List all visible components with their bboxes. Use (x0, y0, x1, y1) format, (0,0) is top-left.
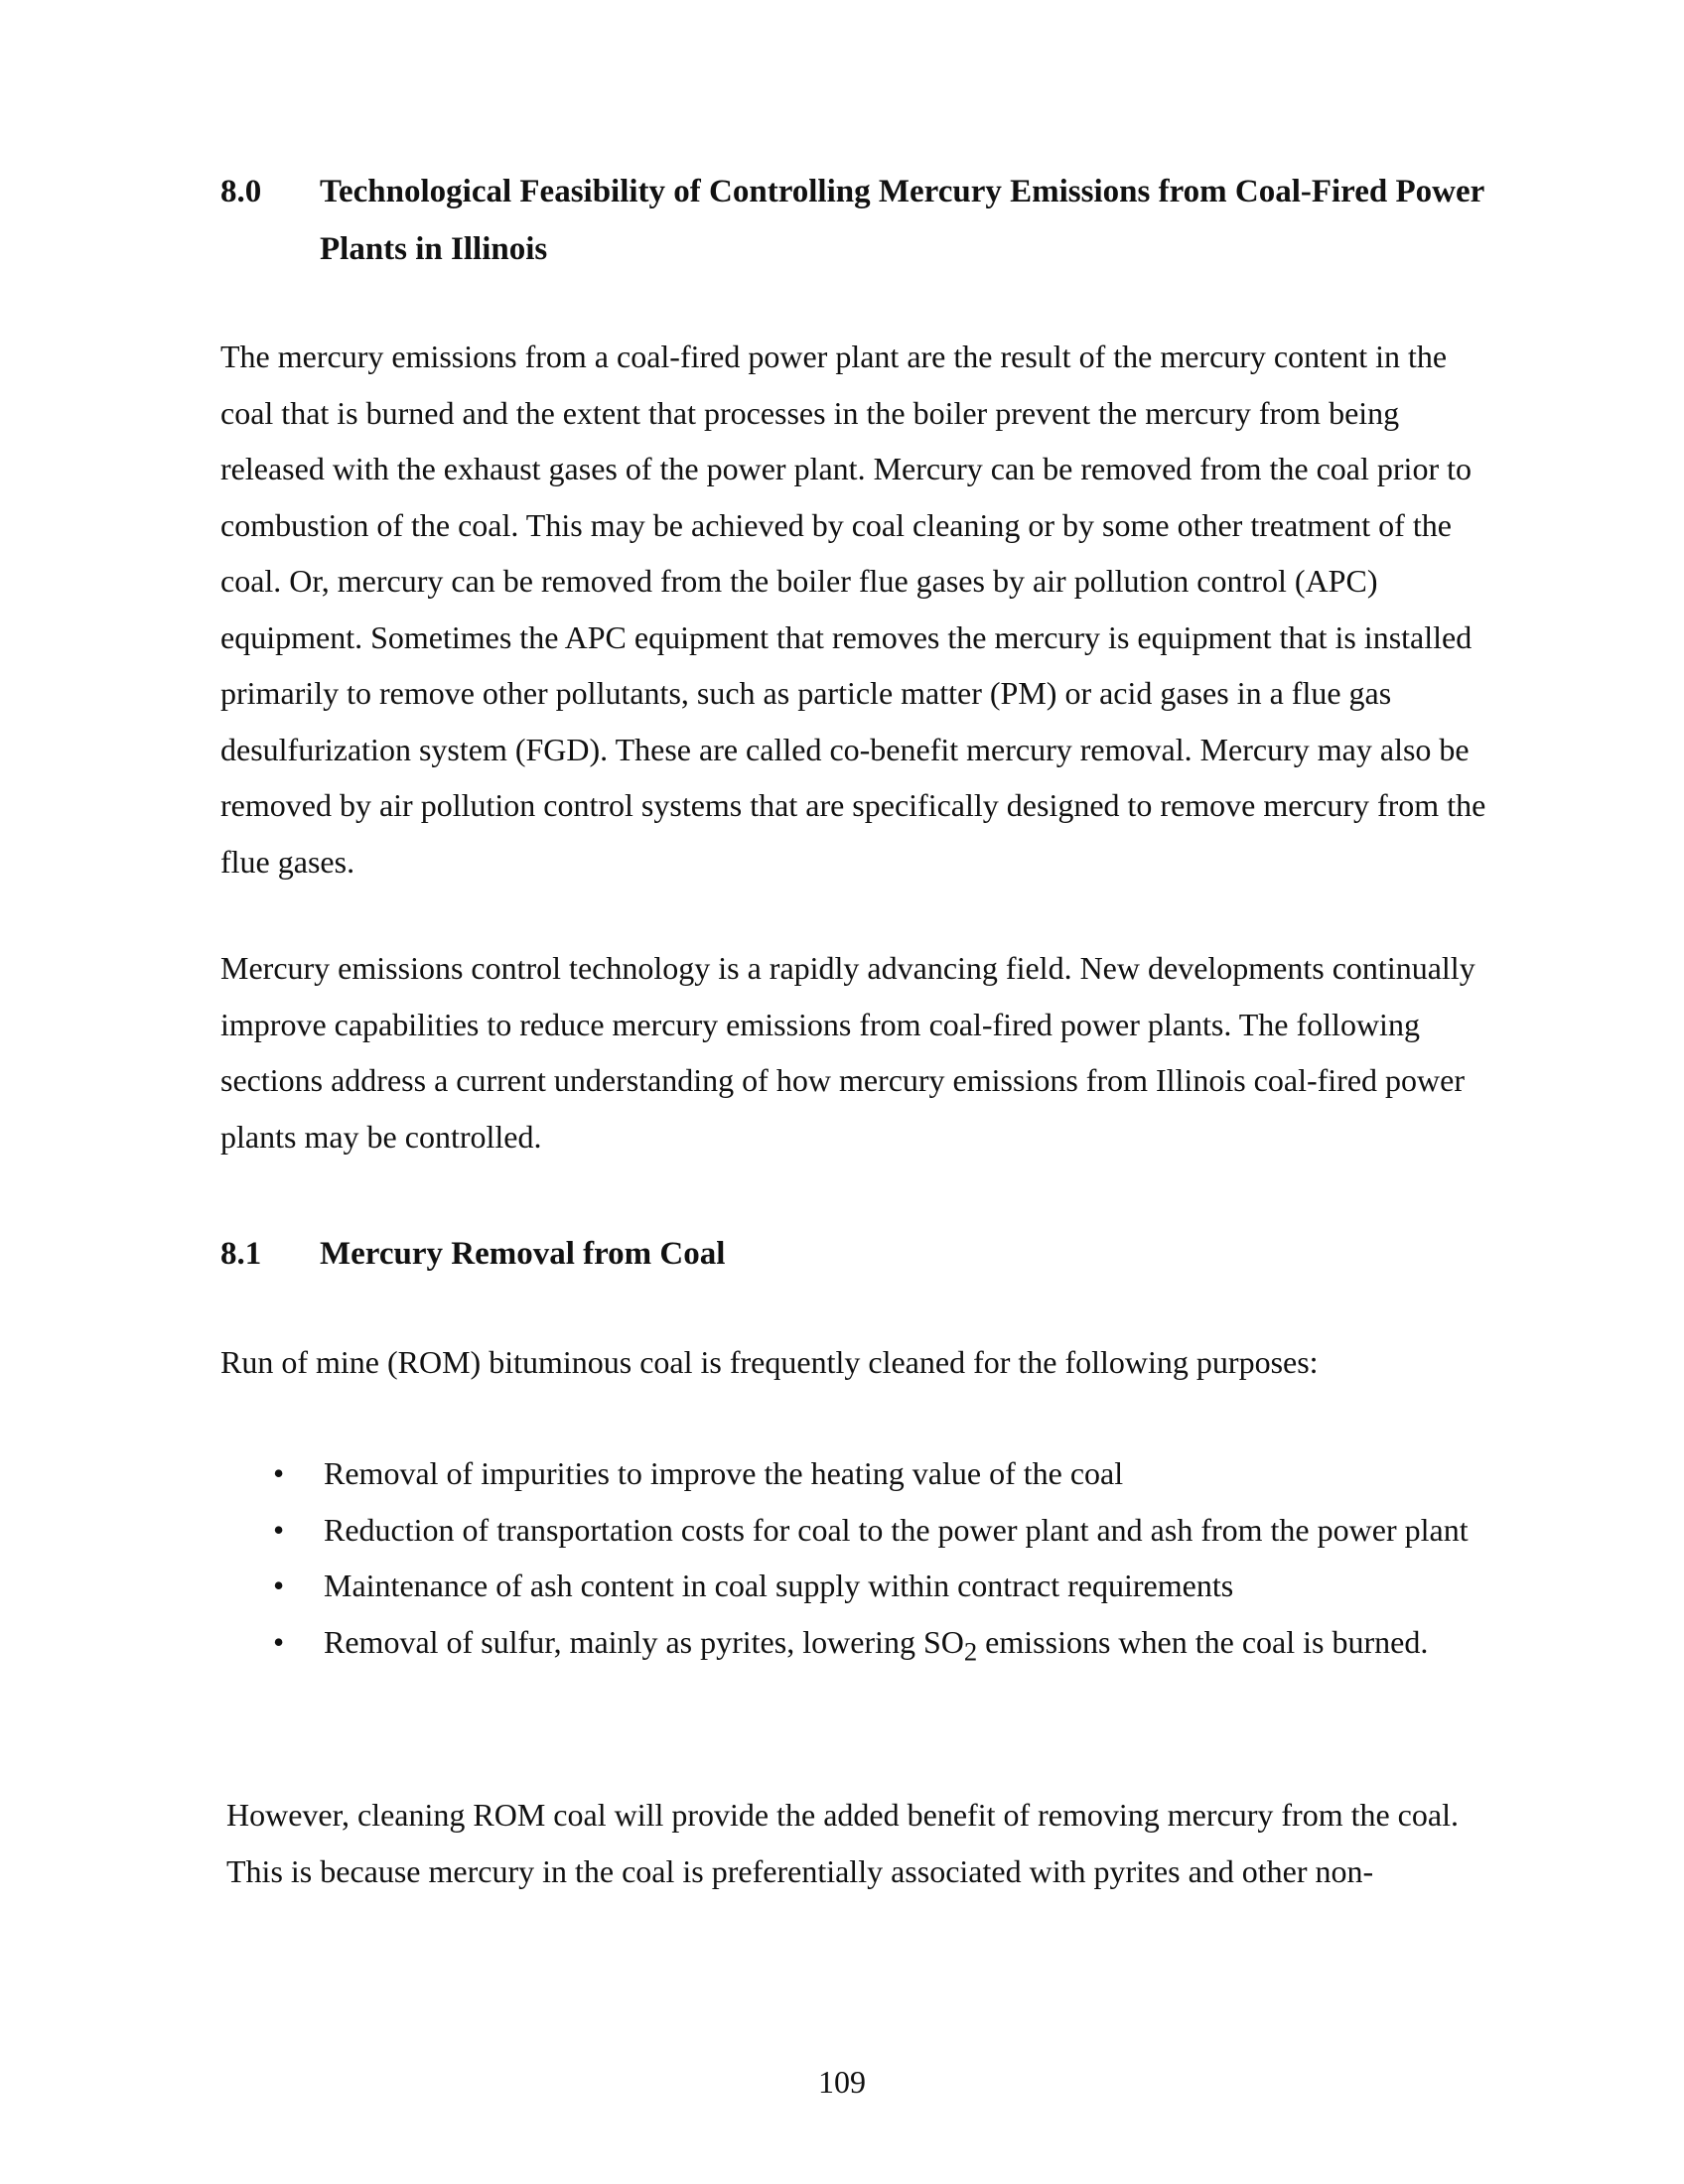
section-title: Technological Feasibility of Controlling Mercury Emissions from Coal-Fired Power Plants in Illinois (320, 174, 1484, 267)
paragraph-rom-coal-intro: Run of mine (ROM) bituminous coal is frequently cleaned for the following purposes: (220, 1344, 1319, 1380)
bullet-icon: • (273, 1568, 285, 1603)
bullet-icon: • (273, 1623, 285, 1660)
list-item (220, 1614, 1511, 1680)
section-number: 8.0 (220, 174, 262, 209)
text-after-subscript: emissions when the coal is burned. (977, 1623, 1429, 1660)
paragraph-mercury-emissions-overview: The mercury emissions from a coal-fired power plant are the result of the mercury content in the coal that is burned and the extent that processes in the boiler prevent the mercury from being released with the exhaust gases of the power plant. Mercury can be removed from the coal prior to combustion of the coal. This may be achieved by coal cleaning or by some other treatment of the coal. Or, mercury can be removed from the boiler flue gases by air pollution control (APC) equipment. Sometimes the APC equipment that removes the mercury is equipment that is installed primarily to remove other pollutants, such as particle matter (PM) or acid gases in a flue gas desulfurization system (FGD). These are called co-benefit mercury removal. Mercury may also be removed by air pollution control systems that are specifically designed to remove mercury from the flue gases. (220, 339, 1486, 880)
section-title: Mercury Removal from Coal (320, 1236, 726, 1272)
bullet-icon: • (273, 1455, 285, 1491)
list-item-text: Reduction of transportation costs for coal to the power plant and ash from the power plant (324, 1511, 1469, 1548)
text-before-subscript: Removal of sulfur, mainly as pyrites, lowering SO (324, 1623, 964, 1660)
list-item (220, 1502, 1511, 1559)
section-heading-8-0 (220, 163, 1511, 282)
bullet-icon: • (273, 1511, 285, 1548)
list-item (220, 1445, 1511, 1502)
section-number: 8.1 (220, 1236, 262, 1272)
purposes-list (220, 1445, 1511, 1679)
page-number: 109 (818, 2064, 866, 2100)
so2-subscript: 2 (963, 1635, 978, 1666)
list-item-text: Removal of impurities to improve the heating value of the coal (324, 1455, 1124, 1491)
section-heading-8-1 (220, 1225, 1511, 1285)
paragraph-control-technology: Mercury emissions control technology is a rapidly advancing field. New developments continually improve capabilities to reduce mercury emissions from coal-fired power plants. The following sections address a current understanding of how mercury emissions from Illinois coal-fired power plants may be controlled. (220, 950, 1475, 1155)
list-item-text: Maintenance of ash content in coal supply within contract requirements (324, 1568, 1234, 1603)
list-item (220, 1558, 1511, 1614)
list-item-text (324, 1623, 1429, 1666)
paragraph-cleaning-benefit: However, cleaning ROM coal will provide the added benefit of removing mercury from the coal. This is because mercury in the coal is preferentially associated with pyrites and other non- (226, 1797, 1459, 1889)
